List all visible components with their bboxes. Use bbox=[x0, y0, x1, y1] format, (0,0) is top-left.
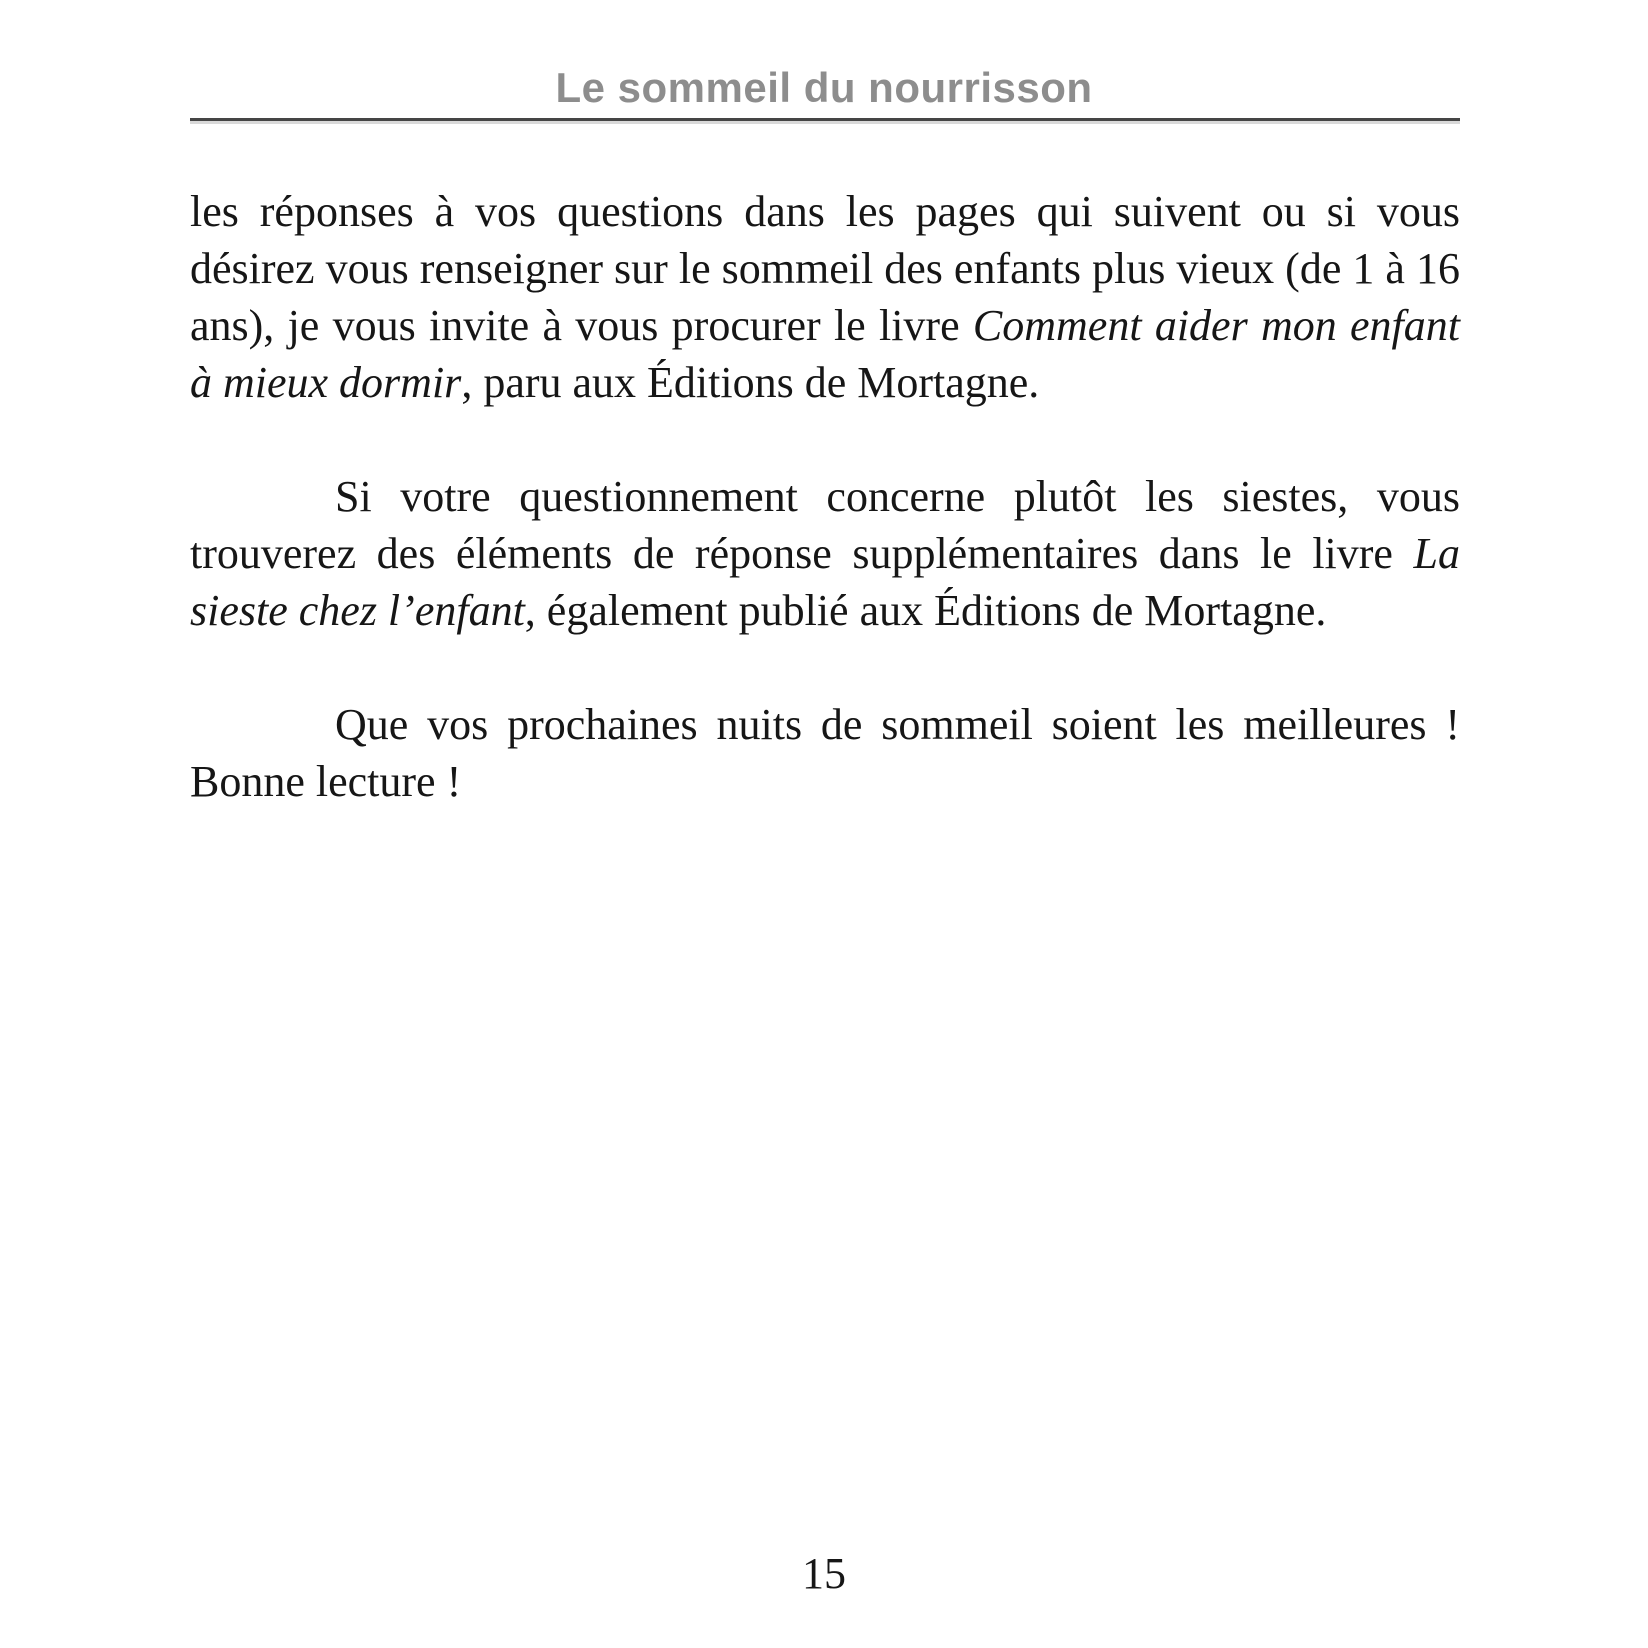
text-run: , également publié aux Éditions de Mortagne. bbox=[524, 586, 1327, 635]
page-number: 15 bbox=[802, 1549, 846, 1598]
text-run: , paru aux Éditions de Mortagne. bbox=[461, 358, 1040, 407]
text-run: les réponses à vos questions dans les pages qui suivent ou si vous désirez vous renseigner sur le sommeil des enfants plus vieux (de 1 à 16 ans), je vous invite à vous procurer le livre bbox=[190, 187, 1460, 350]
paragraph bbox=[190, 468, 1460, 639]
paragraph bbox=[190, 183, 1460, 411]
text-run: Si votre questionnement concerne plutôt les siestes, vous trouverez des éléments de réponse supplémentaires dans le livre bbox=[190, 472, 1460, 578]
running-header-title: Le sommeil du nourrisson bbox=[555, 64, 1093, 111]
book-title-italic: La sieste chez l’enfant bbox=[190, 529, 1460, 635]
text-run: Que vos prochaines nuits de sommeil soient les meilleures ! Bonne lecture ! bbox=[190, 700, 1460, 806]
header-rule bbox=[190, 118, 1460, 121]
paragraph bbox=[190, 696, 1460, 810]
page-body bbox=[190, 183, 1460, 810]
book-title-italic: Comment aider mon enfant à mieux dormir bbox=[190, 301, 1460, 407]
